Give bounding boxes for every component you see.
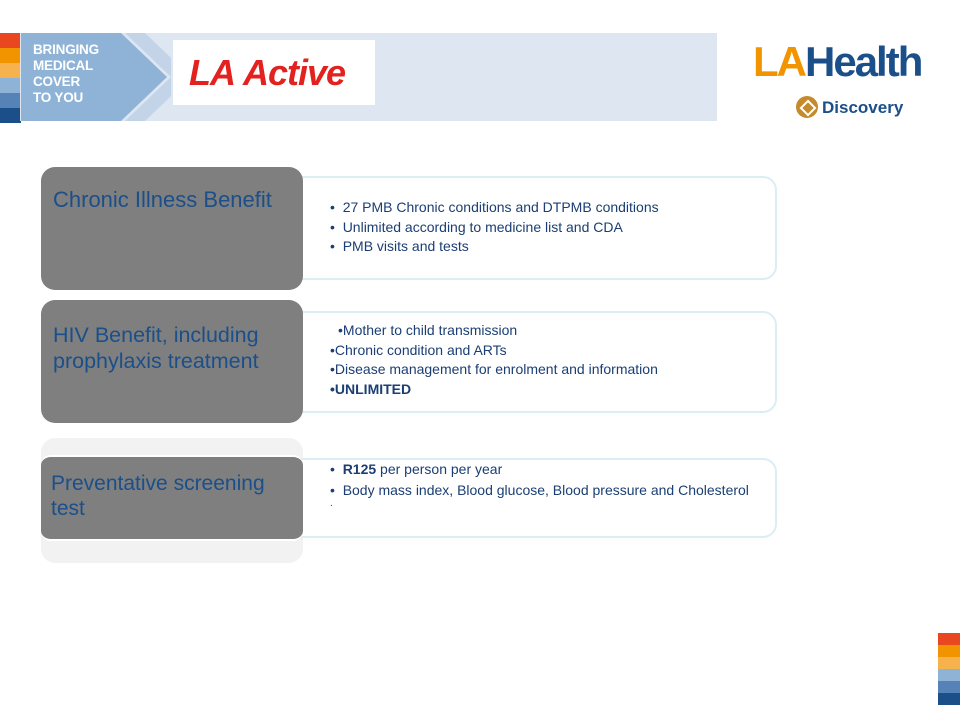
chronic-benefit-title: Chronic Illness Benefit: [41, 167, 303, 290]
preventative-benefit-list: [330, 461, 750, 509]
preventative-benefit-title: Preventative screening test: [41, 455, 303, 541]
list-item: • Unlimited according to medicine list and CDA: [330, 218, 623, 235]
list-item: •Mother to child transmission: [338, 322, 518, 338]
tagline: BRINGING MEDICAL COVER TO YOU: [33, 42, 99, 105]
lahealth-logo: LAHealth: [753, 38, 922, 85]
list-item: •Chronic condition and ARTs: [330, 341, 507, 358]
list-item: •UNLIMITED: [330, 380, 412, 397]
corner-stripes: [938, 633, 960, 705]
list-item: .: [330, 498, 333, 509]
list-item: • PMB visits and tests: [330, 238, 469, 254]
brand-stripes: [0, 33, 21, 123]
hiv-benefit-list: [330, 321, 760, 399]
list-item: •Disease management for enrolment and information: [330, 361, 658, 377]
hiv-benefit-title: HIV Benefit, including prophylaxis treatment: [41, 300, 303, 423]
list-item: • 27 PMB Chronic conditions and DTPMB conditions: [330, 199, 659, 215]
list-item: • Body mass index, Blood glucose, Blood pressure and Cholesterol: [330, 482, 749, 498]
chronic-benefit-list: [330, 198, 760, 257]
list-item: • R125 per person per year: [330, 461, 503, 477]
discovery-icon: [796, 96, 818, 118]
la-active-logo: LA Active: [173, 40, 375, 105]
